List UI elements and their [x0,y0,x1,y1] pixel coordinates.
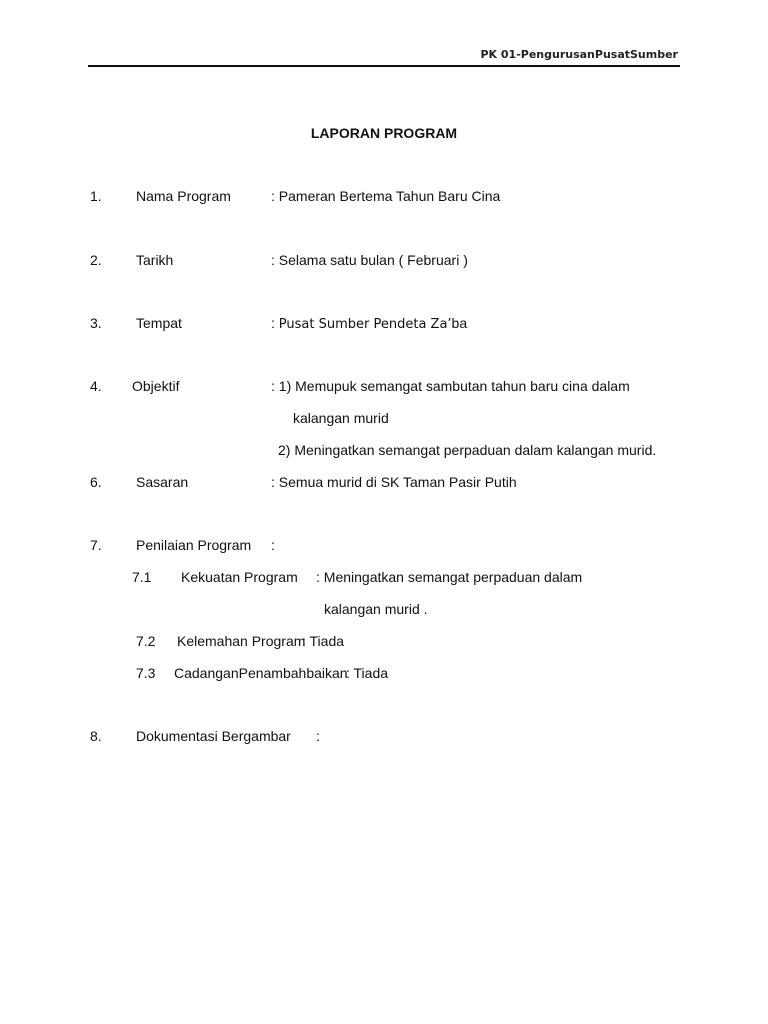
item-number: 8. [90,728,102,744]
item-label: Objektif [132,378,180,394]
sub-item-number: 7.3 [136,665,156,681]
item-number: 6. [90,474,102,490]
value-suffix: ba [451,315,468,331]
sub-item-label: Kelemahan Program [177,633,306,649]
item-label: Sasaran [136,474,189,490]
item-value: : Pameran Bertema Tahun Baru Cina [271,188,501,204]
item-label: Penilaian Program [136,537,252,553]
value-main: Pusat Sumber Pendeta Za’ [278,317,452,332]
sub-item-number: 7.2 [136,633,156,649]
item-number: 2. [90,252,102,268]
sub-item-label: CadanganPenambahbaikan [174,665,348,681]
sub-item-value: : Meningatkan semangat perpaduan dalam [316,569,583,585]
item-label: Nama Program [136,188,231,204]
document-header: PK 01-PengurusanPusatSumber [480,48,678,61]
item-value: : Semua murid di SK Taman Pasir Putih [271,474,517,490]
item-value-line2: kalangan murid [293,410,389,426]
document-title: LAPORAN PROGRAM [310,125,458,141]
item-value: : 1) Memupuk semangat sambutan tahun baru cina dalam [271,378,630,394]
item-number: 1. [90,188,102,204]
item-value [271,315,467,332]
item-number: 7. [90,537,102,553]
item-value-line3: 2) Meningatkan semangat perpaduan dalam kalangan murid. [278,442,657,458]
item-value: : [316,728,320,744]
sub-item-value-line2: kalangan murid . [324,601,428,617]
sub-item-value: : Tiada [302,633,345,649]
item-label: Tempat [136,315,182,331]
sub-item-number: 7.1 [132,569,152,585]
sub-item-value: : Tiada [346,665,389,681]
sub-item-label: Kekuatan Program [181,569,298,585]
item-label: Tarikh [136,252,174,268]
header-divider [88,65,680,67]
item-value: : [271,537,275,553]
item-number: 3. [90,315,102,331]
item-value: : Selama satu bulan ( Februari ) [271,252,468,268]
value-prefix: : [271,315,279,331]
item-label: Dokumentasi Bergambar [136,728,291,744]
item-number: 4. [90,378,102,394]
